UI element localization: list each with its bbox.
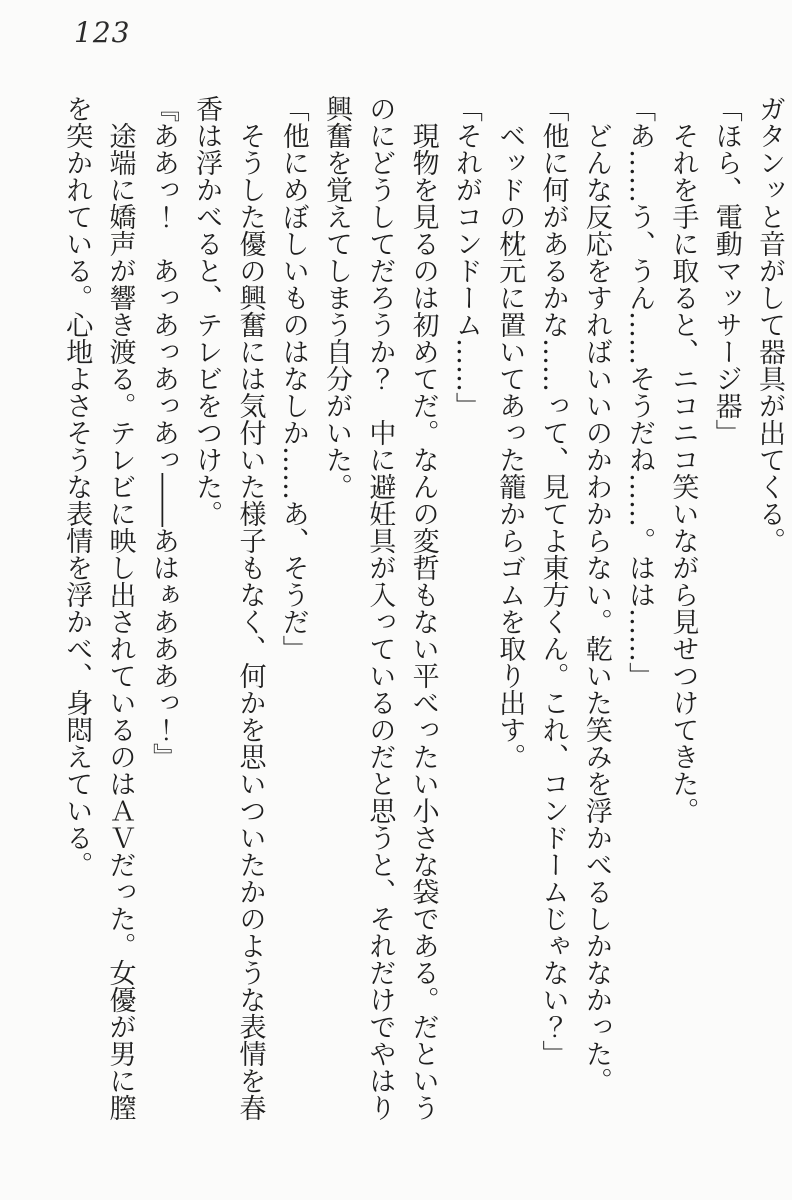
text-line: 「それがコンドーム……」 — [450, 95, 482, 419]
vertical-text-block — [54, 95, 791, 1123]
text-line: 興奮を覚えてしまう自分がいた。 — [321, 95, 353, 500]
text-line: 「ほら、電動マッサージ器」 — [710, 95, 742, 446]
text-line: どんな反応をすればいいのかわからない。乾いた笑みを浮かべるしかなかった。 — [580, 95, 612, 1094]
text-line: ガタンッと音がして器具が出てくる。 — [754, 95, 785, 554]
text-line: のにどうしてだろうか？ 中に避妊具が入っているのだと思うと、それだけでやはり — [364, 95, 396, 1121]
text-line: ベッドの枕元に置いてあった籠からゴムを取り出す。 — [494, 95, 526, 770]
page-number: 123 — [74, 16, 131, 49]
text-line: を突かれている。心地よさそうな表情を浮かべ、身悶えている。 — [61, 95, 93, 878]
text-line: 香は浮かべると、テレビをつけた。 — [191, 95, 223, 527]
text-line: 「他にめぼしいものはなしか……あ、そうだ」 — [277, 95, 309, 662]
text-line: 『ああっ！ あっあっあっあっ――あはぁあああっ！』 — [147, 95, 179, 770]
text-line: 現物を見るのは初めてだ。なんの変哲もない平べったい小さな袋である。だという — [407, 95, 439, 1121]
text-line: そうした優の興奮には気付いた様子もなく、何かを思いついたかのような表情を春 — [234, 95, 266, 1121]
text-line: 途端に嬌声が響き渡る。テレビに映し出されているのはＡＶだった。女優が男に膣 — [104, 95, 136, 1121]
text-line: それを手に取ると、ニコニコ笑いながら見せつけてきた。 — [667, 95, 699, 824]
text-line: 「他に何があるかな……って、見てよ東方くん。これ、コンドームじゃない？」 — [537, 95, 569, 1067]
text-line: 「あ……う、うん……そうだね……。はは……」 — [624, 95, 656, 689]
